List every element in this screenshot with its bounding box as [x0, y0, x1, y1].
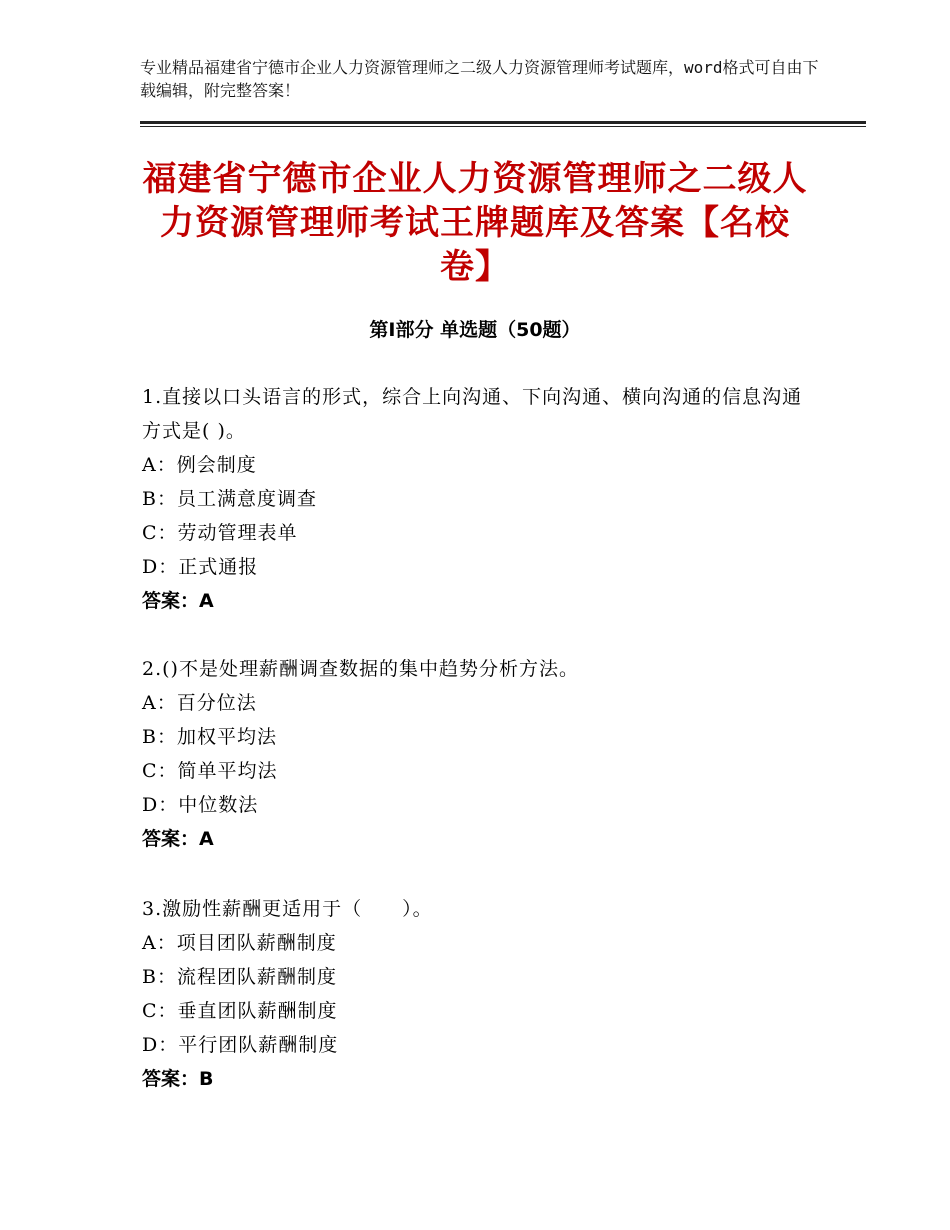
option-c: C：劳动管理表单 — [142, 522, 298, 544]
document-title: 福建省宁德市企业人力资源管理师之二级人力资源管理师考试王牌题库及答案【名校卷】 — [142, 159, 808, 287]
option-b: B：流程团队薪酬制度 — [142, 966, 337, 988]
section-title: 第Ⅰ部分 单选题（50题） — [369, 319, 581, 341]
question-stem: 3.激励性薪酬更适用于（ ）。 — [142, 898, 433, 920]
question-3 — [142, 892, 822, 1096]
option-b: B：加权平均法 — [142, 726, 277, 748]
option-c: C：简单平均法 — [142, 760, 278, 782]
option-d: D：中位数法 — [142, 794, 259, 816]
question-stem: 1.直接以口头语言的形式，综合上向沟通、下向沟通、横向沟通的信息沟通方式是( )。 — [142, 386, 803, 442]
option-a: A：例会制度 — [142, 454, 257, 476]
question-2 — [142, 652, 822, 856]
option-a: A：百分位法 — [142, 692, 257, 714]
header-rule-thin — [140, 126, 866, 127]
answer: 答案：B — [142, 1068, 214, 1090]
option-d: D：平行团队薪酬制度 — [142, 1034, 339, 1056]
option-a: A：项目团队薪酬制度 — [142, 932, 337, 954]
question-stem: 2.()不是处理薪酬调查数据的集中趋势分析方法。 — [142, 658, 579, 680]
header-rule-thick — [140, 121, 866, 124]
option-b: B：员工满意度调查 — [142, 488, 317, 510]
answer: 答案：A — [142, 590, 214, 612]
header-note: 专业精品福建省宁德市企业人力资源管理师之二级人力资源管理师考试题库，word格式可自由下载编辑，附完整答案！ — [140, 58, 819, 100]
option-c: C：垂直团队薪酬制度 — [142, 1000, 338, 1022]
option-d: D：正式通报 — [142, 556, 259, 578]
answer: 答案：A — [142, 828, 214, 850]
question-1 — [142, 380, 822, 618]
